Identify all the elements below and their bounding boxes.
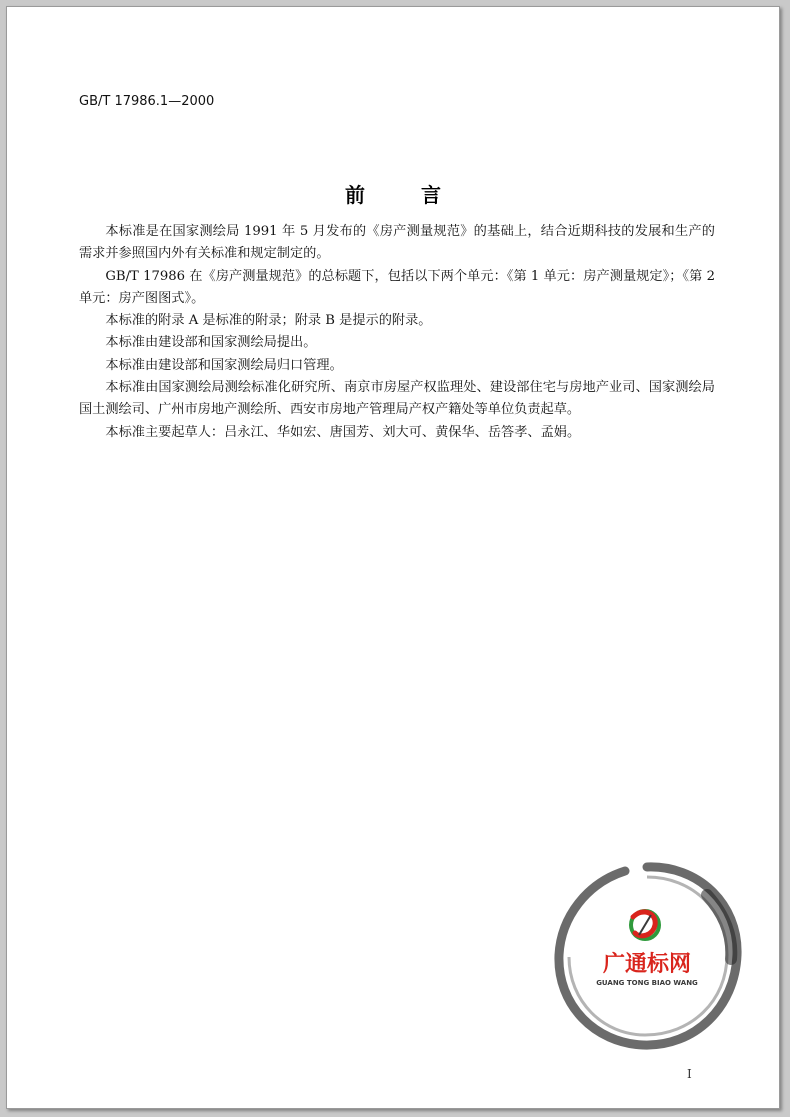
watermark-logo <box>547 855 747 1055</box>
paragraph-3: 本标准的附录 A 是标准的附录；附录 B 是提示的附录。 <box>105 313 432 329</box>
document-page <box>6 6 780 1109</box>
page-title: 前言 <box>345 183 497 207</box>
document-id: GB/T 17986.1—2000 <box>79 94 215 109</box>
paragraph-1: 本标准是在国家测绘局 1991 年 5 月发布的《房产测量规范》的基础上，结合近期科技的发展和生产的需求并参照国内外有关标准和规定制定的。 <box>79 224 715 262</box>
paragraph-2: GB/T 17986 在《房产测量规范》的总标题下，包括以下两个单元：《第 1 单元：房产测量规定》；《第 2 单元：房产图图式》。 <box>79 268 715 306</box>
watermark-text-cn: 广通标网 <box>602 952 692 977</box>
paragraph-4: 本标准由建设部和国家测绘局提出。 <box>105 335 317 351</box>
emblem-icon <box>631 911 659 939</box>
paragraph-7: 本标准主要起草人：吕永江、华如宏、唐国芳、刘大可、黄保华、岳答孝、孟娟。 <box>105 424 581 440</box>
paragraph-5: 本标准由建设部和国家测绘局归口管理。 <box>105 357 343 373</box>
preface-body <box>79 221 715 444</box>
page-number: I <box>687 1067 692 1081</box>
watermark-text-en: GUANG TONG BIAO WANG <box>596 979 698 987</box>
paragraph-6: 本标准由国家测绘局测绘标准化研究所、南京市房屋产权监理处、建设部住宅与房地产业司、国家测绘局国土测绘司、广州市房地产测绘所、西安市房地产管理局产权产籍处等单位负责起草。 <box>79 380 715 418</box>
